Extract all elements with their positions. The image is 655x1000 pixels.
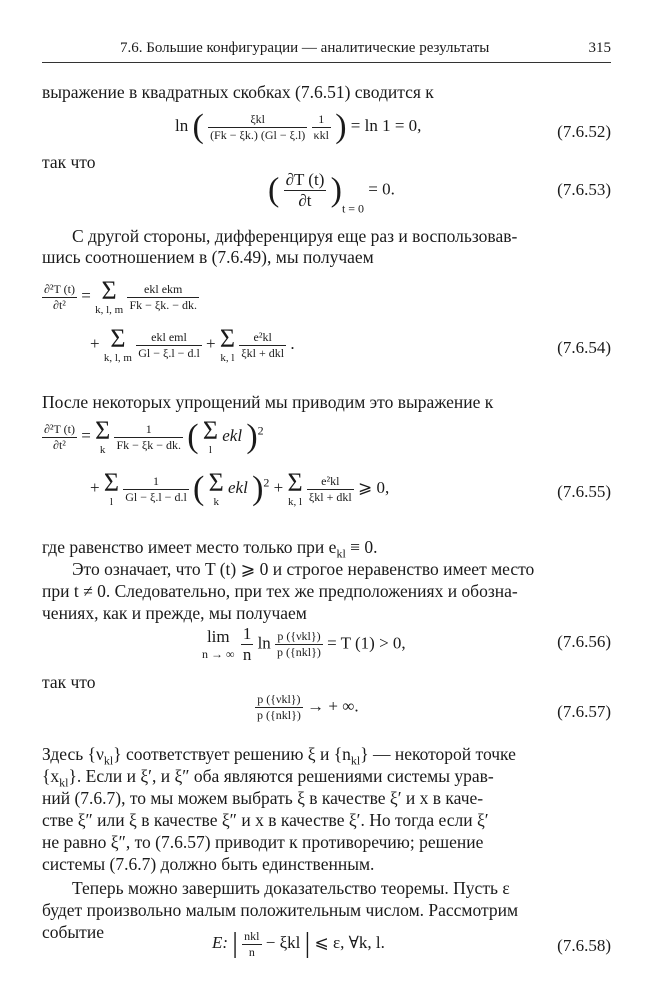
paragraph-line: не равно ξ″, то (7.6.57) приводит к противоречию; решение <box>42 832 484 852</box>
paragraph-line: выражение в квадратных скобках (7.6.51) сводится к <box>42 82 434 102</box>
paragraph-line: $\{x_{kl}\}$. Если и ξ′, и ξ″ оба являются решениями системы урав- <box>42 766 494 790</box>
fraction: $\frac{1}{\text{κkl}}$ <box>313 111 329 142</box>
paragraph-line: стве ξ″ или ξ в качестве ξ″ и x в качестве ξ′. Но тогда если ξ′ <box>42 810 489 830</box>
equation-7-6-55-line2: + Σ l $\frac{1}{Gl - \xi.l - d.l}$ ( Σ k ekl )$^2$ + Σ k, l $\frac{\text{e²kl}}{\text{ξkl + dkl}}$ ⩾ 0, <box>90 468 390 508</box>
paragraph-line: Теперь можно завершить доказательство теоремы. Пусть ε <box>72 878 510 898</box>
equation-7-6-52: ln ( $\frac{\text{ξkl}}{(Fk - \xi k.) (Gl - \xi.l)}$ $\frac{1}{\text{κkl}}$ ) = ln 1 = 0, <box>175 108 422 145</box>
equation-number: (7.6.55) <box>557 482 611 501</box>
equation-number: (7.6.54) <box>557 338 611 357</box>
equation-7-6-54-line2: + Σ k, l, m $\frac{\text{ekl eml}}{Gl - \xi.l - d.l}$ + Σ k, l $\frac{\text{e²kl}}{\text{ξkl + dkl}}$ . <box>90 324 295 364</box>
paragraph-line: чениях, как и прежде, мы получаем <box>42 603 307 623</box>
fraction: $\frac{\text{ξkl}}{(Fk - \xi k.) (Gl - \xi.l)}$ <box>210 111 306 142</box>
paragraph-line: так что <box>42 152 96 172</box>
ln-op: ln <box>175 115 189 135</box>
equation-number: (7.6.57) <box>557 702 611 721</box>
paragraph-line: шись соотношением в (7.6.49), мы получаем <box>42 247 374 267</box>
fraction: $\frac{\partial T (t)}{\partial t}$ <box>285 170 325 210</box>
running-header: 7.6. Большие конфигурации — аналитические результаты <box>120 40 490 56</box>
paragraph-line: событие <box>42 922 104 942</box>
paragraph-line: ний (7.6.7), то мы можем выбрать ξ в качестве ξ′ и x в каче- <box>42 788 484 808</box>
paragraph-line: Здесь $\{\nu_{kl}\}$ соответствует решению ξ и $\{n_{kl}\}$ — некоторой точке <box>42 744 516 768</box>
header-rule <box>42 62 611 63</box>
paragraph-line: системы (7.6.7) должно быть единственным. <box>42 854 375 874</box>
equation-7-6-56: lim n → ∞ $\frac{1}{n}$ ln $\frac{\text{p (\{νkl\})}}{\text{p (\{nkl\})}}$ = T (1) > 0, <box>202 624 406 664</box>
equation-number: (7.6.53) <box>557 180 611 199</box>
paragraph-line: так что <box>42 672 96 692</box>
equation-number: (7.6.56) <box>557 632 611 651</box>
paragraph-line: После некоторых упрощений мы приводим это выражение к <box>42 392 494 412</box>
equation-number: (7.6.58) <box>557 936 611 955</box>
paragraph-line: где равенство имеет место только при $e_{kl} \equiv 0$. <box>42 537 378 561</box>
equation-7-6-58: E: | $\frac{\text{nkl}}{n}$ − ξkl | ⩽ ε, ∀k, l. <box>212 928 385 959</box>
equation-7-6-53: ( $\frac{\partial T (t)}{\partial t}$ )$_{t = 0} = 0$. <box>268 170 395 216</box>
equation-7-6-54-line1: $\frac{\text{∂²T (t)}}{\text{∂t²}}$ = Σ k, l, m $\frac{\text{ekl ekm}}{Fk - \xi k. - dk.}$ <box>44 276 197 316</box>
paragraph-line: при t ≠ 0. Следовательно, при тех же предположениях и обозна- <box>42 581 518 601</box>
paragraph-line: будет произвольно малым положительным числом. Рассмотрим <box>42 900 519 920</box>
page-number: 315 <box>588 40 611 56</box>
paragraph-line: Это означает, что T (t) ⩾ 0 и строгое неравенство имеет место <box>72 559 535 579</box>
equation-number: (7.6.52) <box>557 122 611 141</box>
equation-7-6-57: $\frac{\text{p (\{νkl\})}}{\text{p (\{nkl\})}}$ → + ∞. <box>257 692 359 722</box>
paragraph-line: С другой стороны, дифференцируя еще раз и воспользовав- <box>72 226 518 246</box>
equation-7-6-55-line1: $\frac{\text{∂²T (t)}}{\text{∂t²}}$ = Σ k $\frac{1}{Fk - \xi k - dk.}$ ( Σ l ekl )$^2$ <box>44 416 264 456</box>
